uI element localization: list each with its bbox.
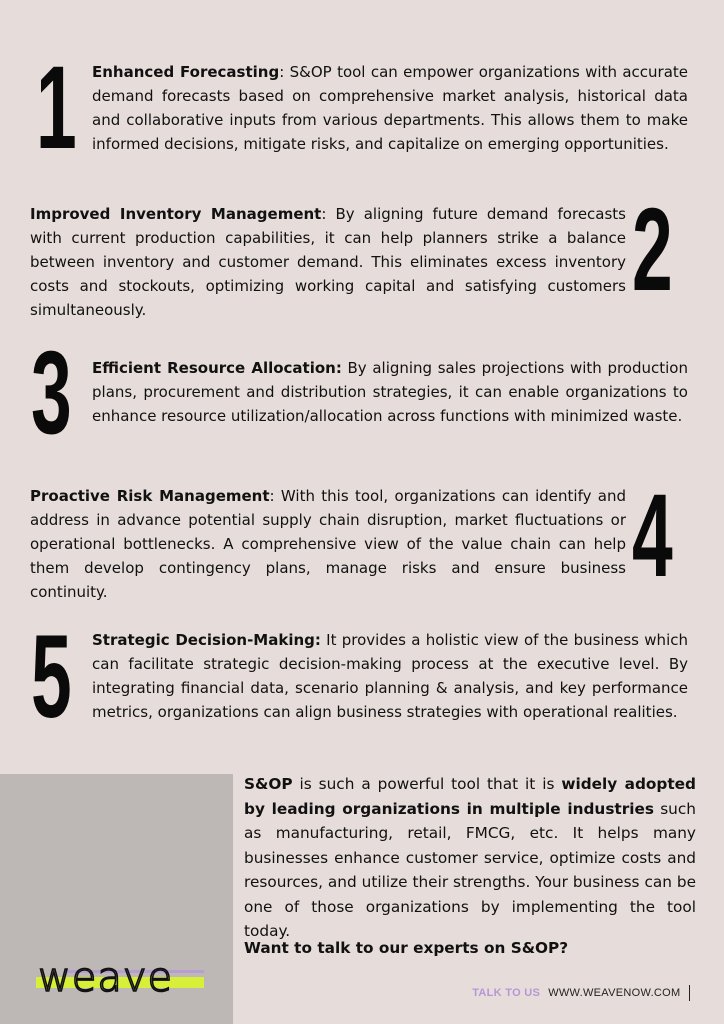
footer-divider — [689, 985, 691, 1001]
benefit-3-body: By aligning sales projections with production plans, procurement and distribution strategies, it can enable organizations to enhance resource utilization/allocation across functions with minimized waste. — [92, 359, 688, 425]
talk-to-us-link[interactable]: TALK TO US — [472, 987, 541, 999]
benefit-3-title: Efficient Resource Allocation: — [92, 359, 342, 377]
benefit-2-sep: : — [321, 205, 327, 223]
benefit-2 — [30, 202, 626, 322]
closing-rest: such as manufacturing, retail, FMCG, etc. It helps many businesses enhance customer service, optimize costs and resources, and utilize their strengths. Your business can be one of those organizations by implementing the tool today. — [244, 799, 696, 940]
benefit-1-title: Enhanced Forecasting — [92, 63, 280, 81]
benefit-4 — [30, 484, 626, 604]
benefit-number-2: 2 — [632, 184, 673, 316]
cta-heading: Want to talk to our experts on S&OP? — [244, 939, 569, 957]
website-link[interactable]: WWW.WEAVENOW.COM — [548, 987, 681, 999]
benefit-5-body: It provides a holistic view of the business which can facilitate strategic decision-making process at the executive level. By integrating financial data, scenario planning & analysis, and key performance metrics, organizations can align business strategies with operational realities. — [92, 631, 688, 721]
benefit-5-title: Strategic Decision-Making: — [92, 631, 321, 649]
footer — [472, 985, 690, 1001]
benefit-1-body: S&OP tool can empower organizations with accurate demand forecasts based on comprehensive market analysis, historical data and collaborative inputs from various departments. This allows them to make informed decisions, mitigate risks, and capitalize on emerging opportunities. — [92, 63, 688, 153]
benefit-2-body: By aligning future demand forecasts with current production capabilities, it can help planners strike a balance between inventory and customer demand. This eliminates excess inventory costs and stockouts, optimizing working capital and satisfying customers simultaneously. — [30, 205, 626, 319]
benefit-5 — [92, 628, 688, 724]
closing-lead-text: is such a powerful tool that it is — [292, 775, 562, 793]
benefit-3 — [92, 356, 688, 428]
benefit-number-4: 4 — [632, 470, 673, 602]
closing-paragraph — [244, 772, 696, 944]
benefit-number-1: 1 — [36, 42, 77, 174]
benefit-1 — [92, 60, 688, 156]
closing-lead-bold: S&OP — [244, 775, 293, 793]
logo-wordmark: weave — [38, 955, 174, 999]
weave-logo — [34, 955, 206, 999]
closing-emphasis: widely adopted by leading organizations in multiple industries — [244, 775, 697, 818]
benefit-number-3: 3 — [31, 327, 72, 459]
benefit-1-sep: : — [279, 63, 285, 81]
benefit-4-body: With this tool, organizations can identify and address in advance potential supply chain disruption, market fluctuations or operational bottlenecks. A comprehensive view of the value chain can help them develop contingency plans, manage risks and ensure business continuity. — [30, 487, 627, 601]
benefit-number-5: 5 — [31, 611, 72, 743]
benefit-2-title: Improved Inventory Management — [30, 205, 322, 223]
benefit-4-title: Proactive Risk Management — [30, 487, 270, 505]
benefit-4-sep: : — [269, 487, 275, 505]
